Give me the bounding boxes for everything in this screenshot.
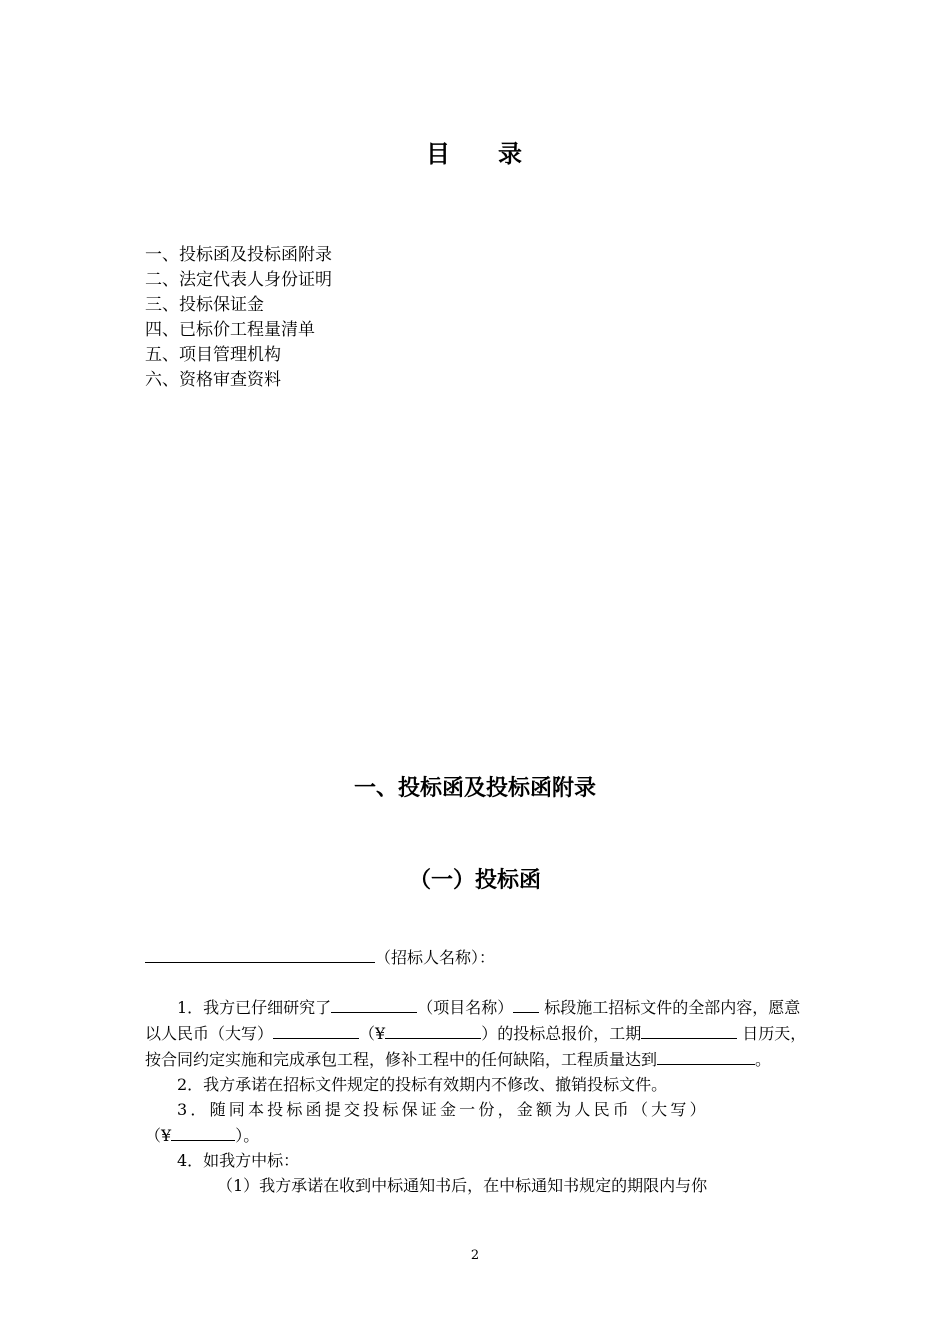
p1-text-a: 1．我方已仔细研究了 (177, 998, 332, 1017)
toc-title-char-1: 目 (426, 140, 452, 168)
paragraph-4: 4．如我方中标： (177, 1151, 300, 1170)
p1-text-b: （项目名称） (417, 998, 514, 1017)
paragraph-3-cont (145, 1122, 807, 1148)
bond-amount-blank[interactable] (171, 1122, 235, 1141)
toc-list (145, 243, 332, 393)
quality-blank[interactable] (657, 1046, 755, 1065)
section-no-blank[interactable] (513, 994, 539, 1013)
duration-blank[interactable] (641, 1020, 737, 1039)
toc-item: 一、投标函及投标函附录 (145, 245, 332, 265)
addressee-line (145, 944, 495, 971)
project-name-blank[interactable] (331, 994, 417, 1013)
p3-text-b: （¥ (145, 1126, 172, 1145)
paragraph-3 (145, 1097, 807, 1122)
paragraph-5: （1）我方承诺在收到中标通知书后，在中标通知书规定的期限内与你 (217, 1176, 708, 1195)
paragraph-2: 2．我方承诺在招标文件规定的投标有效期内不修改、撤销投标文件。 (177, 1075, 668, 1094)
p3-text-a: 3．随同本投标函提交投标保证金一份，金额为人民币（大写） (177, 1100, 709, 1119)
page-number: 2 (470, 1248, 480, 1263)
p1-text-e: ）的投标总报价，工期 (481, 1024, 642, 1043)
toc-item: 三、投标保证金 (145, 295, 264, 315)
letter-body (145, 994, 807, 1198)
sub-heading: （一）投标函 (408, 868, 541, 893)
toc-item: 二、法定代表人身份证明 (145, 270, 332, 290)
paragraph-1 (145, 994, 807, 1072)
amount-figures-blank[interactable] (385, 1020, 481, 1039)
section-heading: 一、投标函及投标函附录 (353, 776, 596, 801)
addressee-suffix: （招标人名称）： (375, 948, 496, 967)
p1-text-g: 。 (755, 1050, 772, 1069)
amount-words-blank[interactable] (273, 1020, 359, 1039)
toc-title (0, 134, 950, 169)
p3-text-c: ）。 (235, 1126, 260, 1145)
p1-text-f: 日历天，按合同约定实施和完成承包工程，修补工程中的任何缺陷，工程质量达到 (145, 1024, 807, 1069)
p1-text-d: （¥ (359, 1024, 386, 1043)
toc-item: 五、项目管理机构 (145, 345, 281, 365)
toc-title-char-2: 录 (498, 140, 524, 168)
toc-item: 四、已标价工程量清单 (145, 320, 315, 340)
toc-item: 六、资格审查资料 (145, 370, 281, 390)
tenderer-name-blank[interactable] (145, 944, 375, 963)
p1-text-c: 标段施工招标文件的全部内容，愿意以人民币（大写） (145, 998, 801, 1043)
